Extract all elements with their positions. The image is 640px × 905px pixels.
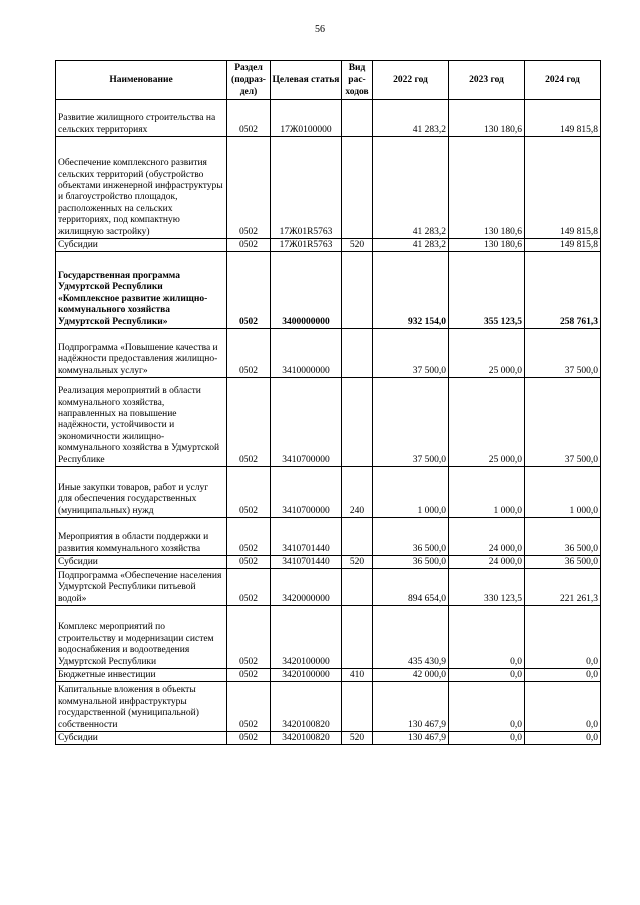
- table-row: [56, 100, 601, 137]
- row-2023: 0,0: [449, 669, 525, 682]
- table-row: [56, 252, 601, 329]
- row-2022: 41 283,2: [373, 239, 449, 252]
- table-row: [56, 378, 601, 467]
- row-target: 3410700000: [271, 378, 342, 467]
- row-2023: 130 180,6: [449, 239, 525, 252]
- row-section: 0502: [227, 100, 271, 137]
- row-2024: 0,0: [525, 606, 601, 669]
- row-2024: 36 500,0: [525, 556, 601, 569]
- row-2022: 130 467,9: [373, 682, 449, 732]
- row-2022: 42 000,0: [373, 669, 449, 682]
- row-section: 0502: [227, 669, 271, 682]
- row-kind: [342, 569, 373, 606]
- table-row: [56, 467, 601, 518]
- row-target: 3420100000: [271, 606, 342, 669]
- row-2022: 41 283,2: [373, 100, 449, 137]
- row-2022: 130 467,9: [373, 732, 449, 745]
- header-2022: 2022 год: [373, 61, 449, 100]
- row-2024: 0,0: [525, 682, 601, 732]
- row-section: 0502: [227, 467, 271, 518]
- row-name: Реализация мероприятий в области коммунального хозяйства, направленных на повышение надёжности, устойчивости и экономичности жилищно-коммунального хозяйства в Удмуртской Республике: [56, 378, 227, 467]
- row-kind: [342, 682, 373, 732]
- row-target: 3420100820: [271, 732, 342, 745]
- row-2022: 1 000,0: [373, 467, 449, 518]
- row-2022: 894 654,0: [373, 569, 449, 606]
- row-target: 17Ж01R5763: [271, 137, 342, 239]
- row-2024: 149 815,8: [525, 100, 601, 137]
- table-row: [56, 518, 601, 556]
- table-row: [56, 669, 601, 682]
- row-section: 0502: [227, 329, 271, 378]
- row-kind: [342, 606, 373, 669]
- header-target: Целевая статья: [271, 61, 342, 100]
- row-target: 3420100820: [271, 682, 342, 732]
- row-kind: [342, 329, 373, 378]
- row-2023: 1 000,0: [449, 467, 525, 518]
- row-name: Мероприятия в области поддержки и развития коммунального хозяйства: [56, 518, 227, 556]
- row-section: 0502: [227, 137, 271, 239]
- row-2023: 355 123,5: [449, 252, 525, 329]
- table-row: [56, 606, 601, 669]
- row-name: Бюджетные инвестиции: [56, 669, 227, 682]
- row-2024: 36 500,0: [525, 518, 601, 556]
- row-2023: 0,0: [449, 682, 525, 732]
- row-name: Капитальные вложения в объекты коммунальной инфраструктуры государственной (муниципальной) собственности: [56, 682, 227, 732]
- page-number: 56: [315, 24, 325, 35]
- header-2024: 2024 год: [525, 61, 601, 100]
- row-section: 0502: [227, 556, 271, 569]
- row-target: 3410000000: [271, 329, 342, 378]
- row-name: Комплекс мероприятий по строительству и модернизации систем водоснабжения и водоотведения Удмуртской Республики: [56, 606, 227, 669]
- table-row: [56, 137, 601, 239]
- header-kind: Вид рас-ходов: [342, 61, 373, 100]
- header-name: Наименование: [56, 61, 227, 100]
- row-2023: 24 000,0: [449, 556, 525, 569]
- row-2022: 37 500,0: [373, 329, 449, 378]
- row-kind: 520: [342, 556, 373, 569]
- row-section: 0502: [227, 518, 271, 556]
- row-kind: [342, 378, 373, 467]
- row-target: 3410701440: [271, 556, 342, 569]
- row-target: 3400000000: [271, 252, 342, 329]
- row-name: Обеспечение комплексного развития сельских территорий (обустройство объектами инженерной инфраструктуры и благоустройство площадок, расположенных на сельских территориях, под компактную жилищную застройку): [56, 137, 227, 239]
- row-2022: 435 430,9: [373, 606, 449, 669]
- budget-table: [55, 60, 601, 745]
- row-kind: [342, 518, 373, 556]
- row-name: Субсидии: [56, 732, 227, 745]
- row-kind: 520: [342, 239, 373, 252]
- row-name: Иные закупки товаров, работ и услуг для обеспечения государственных (муниципальных) нужд: [56, 467, 227, 518]
- table-row: [56, 556, 601, 569]
- table-row: [56, 569, 601, 606]
- row-target: 17Ж01R5763: [271, 239, 342, 252]
- table-header-row: [56, 61, 601, 100]
- row-name: Подпрограмма «Повышение качества и надёжности предоставления жилищно-коммунальных услуг»: [56, 329, 227, 378]
- row-2022: 36 500,0: [373, 556, 449, 569]
- row-kind: 410: [342, 669, 373, 682]
- row-name: Субсидии: [56, 239, 227, 252]
- row-2023: 25 000,0: [449, 378, 525, 467]
- row-section: 0502: [227, 569, 271, 606]
- row-name: Субсидии: [56, 556, 227, 569]
- row-name: Государственная программа Удмуртской Республики «Комплексное развитие жилищно-коммунального хозяйства Удмуртской Республики»: [56, 252, 227, 329]
- row-2023: 0,0: [449, 732, 525, 745]
- row-2024: 149 815,8: [525, 239, 601, 252]
- row-target: 3410701440: [271, 518, 342, 556]
- row-name: Подпрограмма «Обеспечение населения Удмуртской Республики питьевой водой»: [56, 569, 227, 606]
- table-row: [56, 329, 601, 378]
- row-2023: 25 000,0: [449, 329, 525, 378]
- row-section: 0502: [227, 378, 271, 467]
- row-kind: [342, 137, 373, 239]
- table-row: [56, 682, 601, 732]
- row-section: 0502: [227, 682, 271, 732]
- row-target: 3420100000: [271, 669, 342, 682]
- row-2022: 41 283,2: [373, 137, 449, 239]
- row-target: 3420000000: [271, 569, 342, 606]
- row-2023: 130 180,6: [449, 100, 525, 137]
- row-kind: 240: [342, 467, 373, 518]
- row-kind: 520: [342, 732, 373, 745]
- row-2024: 37 500,0: [525, 329, 601, 378]
- row-2023: 0,0: [449, 606, 525, 669]
- row-target: 3410700000: [271, 467, 342, 518]
- row-2024: 0,0: [525, 732, 601, 745]
- row-section: 0502: [227, 239, 271, 252]
- table-row: [56, 239, 601, 252]
- row-2022: 37 500,0: [373, 378, 449, 467]
- row-2024: 149 815,8: [525, 137, 601, 239]
- row-2023: 330 123,5: [449, 569, 525, 606]
- row-2024: 37 500,0: [525, 378, 601, 467]
- row-section: 0502: [227, 252, 271, 329]
- row-2022: 36 500,0: [373, 518, 449, 556]
- row-kind: [342, 252, 373, 329]
- table-row: [56, 732, 601, 745]
- row-2023: 130 180,6: [449, 137, 525, 239]
- row-kind: [342, 100, 373, 137]
- row-2023: 24 000,0: [449, 518, 525, 556]
- row-2024: 0,0: [525, 669, 601, 682]
- row-name: Развитие жилищного строительства на сельских территориях: [56, 100, 227, 137]
- row-2022: 932 154,0: [373, 252, 449, 329]
- row-2024: 221 261,3: [525, 569, 601, 606]
- header-section: Раздел (подраз-дел): [227, 61, 271, 100]
- row-section: 0502: [227, 606, 271, 669]
- row-2024: 1 000,0: [525, 467, 601, 518]
- header-2023: 2023 год: [449, 61, 525, 100]
- row-section: 0502: [227, 732, 271, 745]
- row-2024: 258 761,3: [525, 252, 601, 329]
- row-target: 17Ж0100000: [271, 100, 342, 137]
